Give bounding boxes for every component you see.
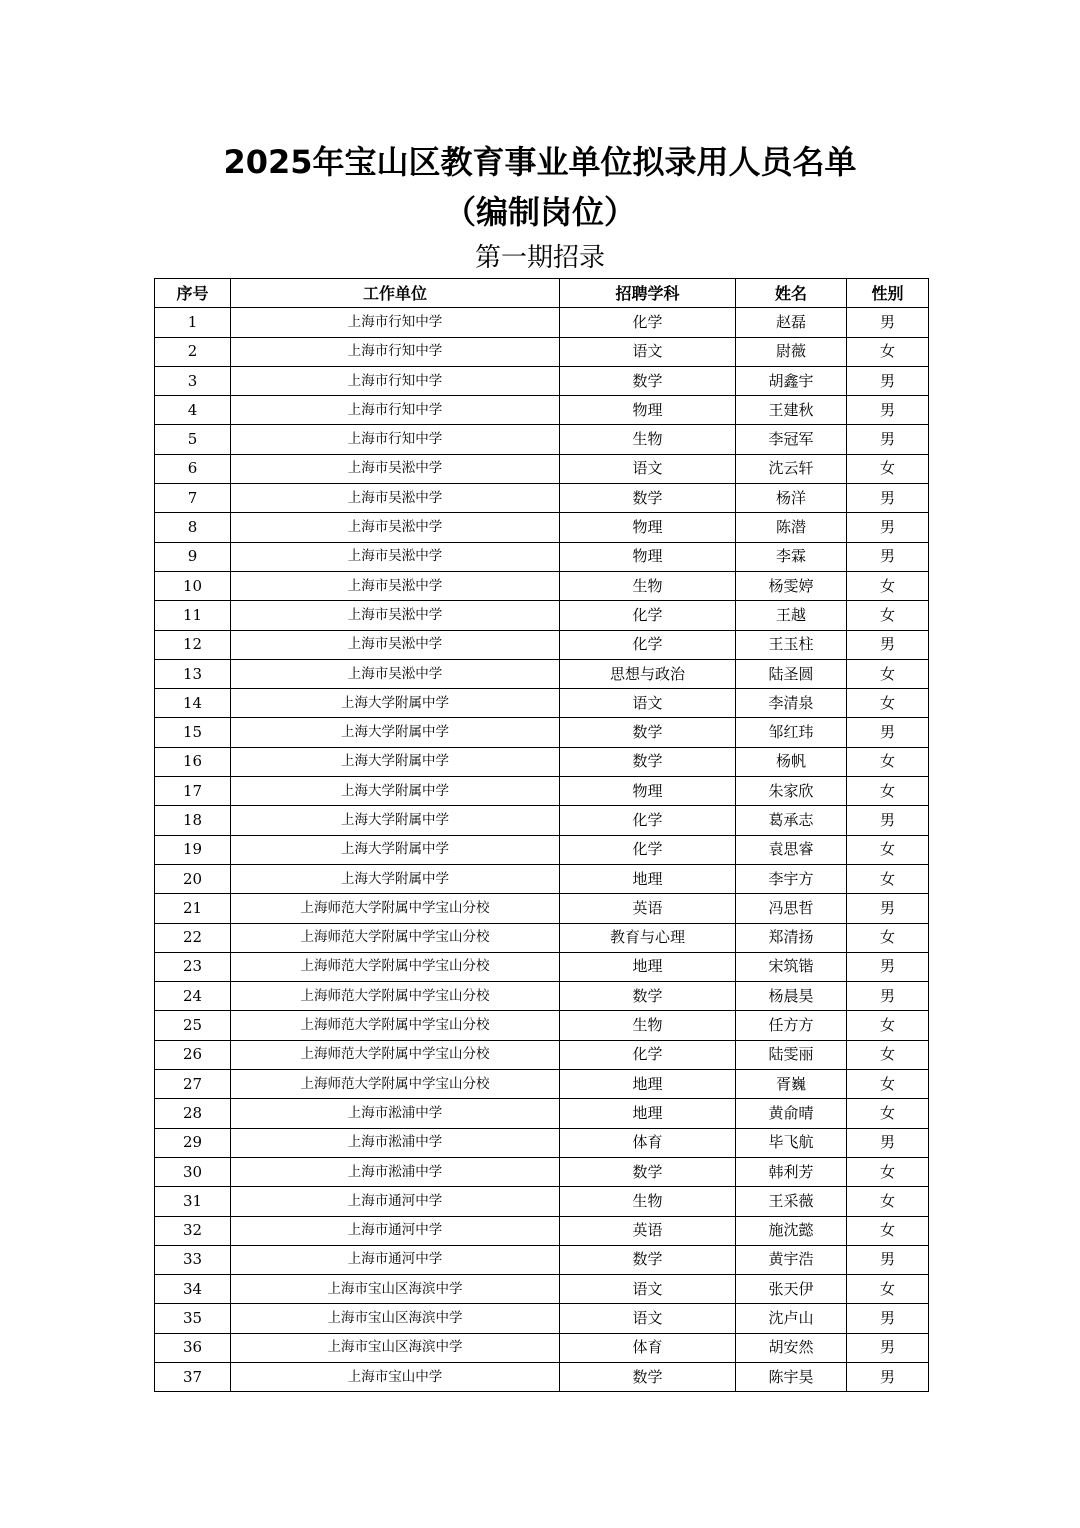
cell-name: 韩利芳 — [736, 1157, 847, 1186]
cell-subject: 生物 — [560, 1011, 736, 1040]
cell-gender: 女 — [847, 864, 929, 893]
cell-index: 19 — [155, 835, 231, 864]
cell-name: 王采薇 — [736, 1187, 847, 1216]
cell-name: 黄宇浩 — [736, 1245, 847, 1274]
cell-gender: 女 — [847, 1216, 929, 1245]
cell-gender: 女 — [847, 571, 929, 600]
cell-subject: 语文 — [560, 1304, 736, 1333]
cell-name: 胡鑫宇 — [736, 366, 847, 395]
table-row — [155, 630, 929, 659]
cell-unit: 上海市吴淞中学 — [231, 659, 560, 688]
cell-index: 12 — [155, 630, 231, 659]
cell-name: 杨雯婷 — [736, 571, 847, 600]
cell-unit: 上海市淞浦中学 — [231, 1157, 560, 1186]
page-title: 2025年宝山区教育事业单位拟录用人员名单 — [223, 143, 857, 181]
cell-index: 9 — [155, 542, 231, 571]
cell-gender: 男 — [847, 952, 929, 981]
cell-unit: 上海市淞浦中学 — [231, 1099, 560, 1128]
table-row — [155, 454, 929, 483]
cell-unit: 上海大学附属中学 — [231, 689, 560, 718]
table-row — [155, 1128, 929, 1157]
cell-name: 郑清扬 — [736, 923, 847, 952]
table-row — [155, 1011, 929, 1040]
cell-name: 陆圣圆 — [736, 659, 847, 688]
cell-index: 1 — [155, 308, 231, 337]
cell-gender: 男 — [847, 425, 929, 454]
cell-unit: 上海师范大学附属中学宝山分校 — [231, 982, 560, 1011]
cell-index: 2 — [155, 337, 231, 366]
table-row — [155, 337, 929, 366]
cell-index: 30 — [155, 1157, 231, 1186]
cell-unit: 上海市通河中学 — [231, 1245, 560, 1274]
cell-subject: 物理 — [560, 777, 736, 806]
cell-index: 22 — [155, 923, 231, 952]
cell-gender: 女 — [847, 747, 929, 776]
cell-index: 34 — [155, 1275, 231, 1304]
cell-unit: 上海市通河中学 — [231, 1216, 560, 1245]
cell-gender: 女 — [847, 659, 929, 688]
cell-subject: 物理 — [560, 396, 736, 425]
cell-index: 29 — [155, 1128, 231, 1157]
cell-unit: 上海师范大学附属中学宝山分校 — [231, 894, 560, 923]
cell-index: 8 — [155, 513, 231, 542]
cell-unit: 上海市吴淞中学 — [231, 484, 560, 513]
cell-subject: 生物 — [560, 571, 736, 600]
cell-subject: 思想与政治 — [560, 659, 736, 688]
cell-unit: 上海市淞浦中学 — [231, 1128, 560, 1157]
table-row — [155, 571, 929, 600]
cell-name: 王越 — [736, 601, 847, 630]
cell-gender: 女 — [847, 689, 929, 718]
cell-subject: 物理 — [560, 513, 736, 542]
cell-name: 李霖 — [736, 542, 847, 571]
cell-subject: 数学 — [560, 484, 736, 513]
cell-gender: 女 — [847, 1099, 929, 1128]
cell-name: 沈云轩 — [736, 454, 847, 483]
header-index: 序号 — [155, 279, 231, 308]
cell-subject: 化学 — [560, 835, 736, 864]
cell-index: 7 — [155, 484, 231, 513]
cell-unit: 上海大学附属中学 — [231, 777, 560, 806]
table-row — [155, 1187, 929, 1216]
cell-index: 21 — [155, 894, 231, 923]
table-body — [155, 308, 929, 1392]
cell-name: 陈潜 — [736, 513, 847, 542]
cell-gender: 男 — [847, 1245, 929, 1274]
table-row — [155, 659, 929, 688]
cell-gender: 男 — [847, 718, 929, 747]
table-row — [155, 777, 929, 806]
table-row — [155, 952, 929, 981]
cell-index: 6 — [155, 454, 231, 483]
cell-gender: 男 — [847, 396, 929, 425]
cell-index: 10 — [155, 571, 231, 600]
cell-unit: 上海师范大学附属中学宝山分校 — [231, 952, 560, 981]
table-row — [155, 1040, 929, 1069]
cell-name: 邹红玮 — [736, 718, 847, 747]
cell-name: 李清泉 — [736, 689, 847, 718]
cell-unit: 上海市宝山区海滨中学 — [231, 1333, 560, 1362]
table-row — [155, 1333, 929, 1362]
cell-gender: 女 — [847, 1011, 929, 1040]
header-unit: 工作单位 — [231, 279, 560, 308]
table-row — [155, 366, 929, 395]
cell-index: 13 — [155, 659, 231, 688]
cell-unit: 上海市吴淞中学 — [231, 630, 560, 659]
cell-unit: 上海市宝山区海滨中学 — [231, 1304, 560, 1333]
cell-name: 陆雯丽 — [736, 1040, 847, 1069]
table-row — [155, 1245, 929, 1274]
cell-gender: 男 — [847, 366, 929, 395]
cell-subject: 语文 — [560, 1275, 736, 1304]
cell-unit: 上海市行知中学 — [231, 366, 560, 395]
cell-gender: 男 — [847, 982, 929, 1011]
cell-unit: 上海大学附属中学 — [231, 835, 560, 864]
cell-index: 32 — [155, 1216, 231, 1245]
cell-subject: 数学 — [560, 366, 736, 395]
cell-unit: 上海市吴淞中学 — [231, 542, 560, 571]
cell-index: 3 — [155, 366, 231, 395]
cell-subject: 化学 — [560, 308, 736, 337]
cell-gender: 男 — [847, 1128, 929, 1157]
cell-name: 胥巍 — [736, 1070, 847, 1099]
cell-gender: 男 — [847, 308, 929, 337]
table-row — [155, 601, 929, 630]
cell-unit: 上海市行知中学 — [231, 337, 560, 366]
table-row — [155, 1070, 929, 1099]
cell-name: 冯思哲 — [736, 894, 847, 923]
header-gender: 性别 — [847, 279, 929, 308]
cell-gender: 男 — [847, 630, 929, 659]
cell-name: 毕飞航 — [736, 1128, 847, 1157]
cell-subject: 地理 — [560, 952, 736, 981]
header-name: 姓名 — [736, 279, 847, 308]
table-row — [155, 835, 929, 864]
cell-index: 20 — [155, 864, 231, 893]
cell-name: 王玉柱 — [736, 630, 847, 659]
cell-gender: 男 — [847, 484, 929, 513]
cell-subject: 语文 — [560, 689, 736, 718]
cell-name: 任方方 — [736, 1011, 847, 1040]
cell-name: 朱家欣 — [736, 777, 847, 806]
cell-subject: 生物 — [560, 1187, 736, 1216]
cell-subject: 物理 — [560, 542, 736, 571]
cell-unit: 上海大学附属中学 — [231, 806, 560, 835]
cell-index: 36 — [155, 1333, 231, 1362]
cell-unit: 上海师范大学附属中学宝山分校 — [231, 1070, 560, 1099]
cell-subject: 语文 — [560, 454, 736, 483]
cell-index: 17 — [155, 777, 231, 806]
header-subject: 招聘学科 — [560, 279, 736, 308]
cell-unit: 上海大学附属中学 — [231, 718, 560, 747]
cell-gender: 男 — [847, 542, 929, 571]
cell-index: 5 — [155, 425, 231, 454]
table-row — [155, 396, 929, 425]
cell-subject: 教育与心理 — [560, 923, 736, 952]
table-row — [155, 1362, 929, 1391]
table-row — [155, 718, 929, 747]
cell-unit: 上海市行知中学 — [231, 396, 560, 425]
cell-index: 15 — [155, 718, 231, 747]
cell-unit: 上海师范大学附属中学宝山分校 — [231, 923, 560, 952]
cell-index: 23 — [155, 952, 231, 981]
cell-gender: 女 — [847, 835, 929, 864]
cell-name: 李冠军 — [736, 425, 847, 454]
table-row — [155, 308, 929, 337]
table-row — [155, 1216, 929, 1245]
cell-unit: 上海市吴淞中学 — [231, 571, 560, 600]
cell-unit: 上海市行知中学 — [231, 425, 560, 454]
table-row — [155, 894, 929, 923]
cell-gender: 女 — [847, 777, 929, 806]
cell-subject: 化学 — [560, 806, 736, 835]
cell-name: 袁思睿 — [736, 835, 847, 864]
table-row — [155, 425, 929, 454]
cell-gender: 男 — [847, 806, 929, 835]
cell-subject: 数学 — [560, 1362, 736, 1391]
cell-gender: 女 — [847, 601, 929, 630]
cell-subject: 生物 — [560, 425, 736, 454]
cell-gender: 男 — [847, 1304, 929, 1333]
cell-index: 35 — [155, 1304, 231, 1333]
cell-name: 王建秋 — [736, 396, 847, 425]
cell-gender: 女 — [847, 1070, 929, 1099]
cell-name: 胡安然 — [736, 1333, 847, 1362]
table-row — [155, 806, 929, 835]
table-row — [155, 1099, 929, 1128]
table-header-row — [155, 279, 929, 308]
cell-gender: 男 — [847, 1362, 929, 1391]
cell-name: 宋筑锴 — [736, 952, 847, 981]
cell-subject: 化学 — [560, 601, 736, 630]
cell-subject: 数学 — [560, 982, 736, 1011]
cell-index: 4 — [155, 396, 231, 425]
table-row — [155, 1275, 929, 1304]
cell-gender: 男 — [847, 894, 929, 923]
cell-index: 16 — [155, 747, 231, 776]
table-row — [155, 923, 929, 952]
table-row — [155, 864, 929, 893]
cell-gender: 女 — [847, 1157, 929, 1186]
cell-gender: 男 — [847, 513, 929, 542]
cell-subject: 体育 — [560, 1333, 736, 1362]
cell-unit: 上海市行知中学 — [231, 308, 560, 337]
cell-index: 37 — [155, 1362, 231, 1391]
cell-name: 杨帆 — [736, 747, 847, 776]
cell-name: 葛承志 — [736, 806, 847, 835]
cell-unit: 上海市通河中学 — [231, 1187, 560, 1216]
cell-index: 31 — [155, 1187, 231, 1216]
cell-gender: 女 — [847, 454, 929, 483]
cell-name: 尉薇 — [736, 337, 847, 366]
table-row — [155, 513, 929, 542]
cell-subject: 地理 — [560, 1070, 736, 1099]
cell-unit: 上海大学附属中学 — [231, 864, 560, 893]
cell-name: 施沈懿 — [736, 1216, 847, 1245]
cell-name: 张天伊 — [736, 1275, 847, 1304]
page-subtitle: 第一期招录 — [474, 243, 605, 273]
table-row — [155, 484, 929, 513]
cell-unit: 上海市宝山中学 — [231, 1362, 560, 1391]
cell-subject: 地理 — [560, 1099, 736, 1128]
cell-gender: 女 — [847, 1275, 929, 1304]
cell-subject: 体育 — [560, 1128, 736, 1157]
cell-subject: 英语 — [560, 1216, 736, 1245]
recruitment-table — [154, 278, 929, 1392]
cell-index: 24 — [155, 982, 231, 1011]
cell-subject: 化学 — [560, 630, 736, 659]
cell-index: 14 — [155, 689, 231, 718]
cell-unit: 上海市吴淞中学 — [231, 601, 560, 630]
cell-name: 赵磊 — [736, 308, 847, 337]
page-title-line2: （编制岗位） — [443, 193, 636, 231]
table-row — [155, 982, 929, 1011]
cell-name: 杨洋 — [736, 484, 847, 513]
cell-unit: 上海市宝山区海滨中学 — [231, 1275, 560, 1304]
cell-subject: 数学 — [560, 747, 736, 776]
cell-gender: 女 — [847, 923, 929, 952]
cell-subject: 数学 — [560, 1245, 736, 1274]
table-row — [155, 1304, 929, 1333]
cell-unit: 上海市吴淞中学 — [231, 513, 560, 542]
cell-name: 陈宇昊 — [736, 1362, 847, 1391]
cell-subject: 语文 — [560, 337, 736, 366]
cell-gender: 女 — [847, 1187, 929, 1216]
cell-subject: 化学 — [560, 1040, 736, 1069]
cell-unit: 上海师范大学附属中学宝山分校 — [231, 1040, 560, 1069]
cell-name: 黄俞晴 — [736, 1099, 847, 1128]
cell-unit: 上海师范大学附属中学宝山分校 — [231, 1011, 560, 1040]
cell-index: 28 — [155, 1099, 231, 1128]
cell-index: 25 — [155, 1011, 231, 1040]
cell-subject: 数学 — [560, 718, 736, 747]
cell-index: 27 — [155, 1070, 231, 1099]
cell-gender: 女 — [847, 337, 929, 366]
table-row — [155, 542, 929, 571]
cell-index: 11 — [155, 601, 231, 630]
cell-index: 18 — [155, 806, 231, 835]
cell-index: 26 — [155, 1040, 231, 1069]
cell-subject: 地理 — [560, 864, 736, 893]
cell-gender: 女 — [847, 1040, 929, 1069]
cell-name: 沈卢山 — [736, 1304, 847, 1333]
cell-gender: 男 — [847, 1333, 929, 1362]
cell-subject: 数学 — [560, 1157, 736, 1186]
cell-name: 杨晨昊 — [736, 982, 847, 1011]
cell-unit: 上海大学附属中学 — [231, 747, 560, 776]
table-row — [155, 747, 929, 776]
cell-unit: 上海市吴淞中学 — [231, 454, 560, 483]
cell-subject: 英语 — [560, 894, 736, 923]
cell-name: 李宇方 — [736, 864, 847, 893]
table-row — [155, 689, 929, 718]
table-row — [155, 1157, 929, 1186]
cell-index: 33 — [155, 1245, 231, 1274]
